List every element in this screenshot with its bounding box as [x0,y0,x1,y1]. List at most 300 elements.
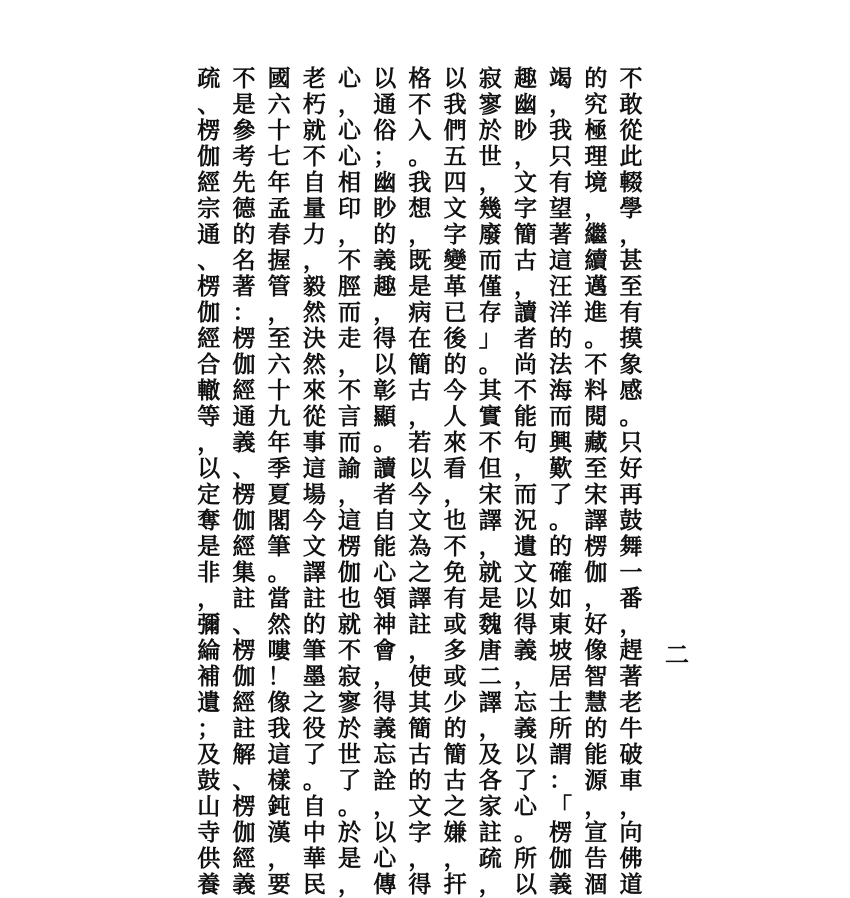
character: 以 [373,351,397,378]
character: 心 [338,143,361,170]
character: 通 [232,403,256,430]
character: 像 [267,689,291,716]
character: 脛 [338,273,361,300]
character: ， [513,273,537,300]
character: 今 [302,507,326,534]
character: 所 [513,845,537,872]
character: 以 [443,65,467,92]
character: 道 [619,871,643,898]
character: 若 [408,429,432,456]
character: 幽 [513,91,537,118]
character: 有 [549,169,573,196]
character: 詮 [373,767,397,794]
character: 寂 [338,663,361,690]
character: 以 [373,65,397,92]
character: 車 [619,767,643,794]
character: 印 [338,195,361,222]
character: 著 [549,221,573,248]
character: 春 [267,221,291,248]
character: 這 [267,741,291,768]
character: 譯 [478,689,502,716]
character: ， [197,429,221,456]
character: 七 [267,143,291,170]
character: 的 [584,715,608,742]
character: 是 [232,91,256,118]
character: 歎 [549,455,573,482]
character: 極 [584,117,608,144]
character: ， [584,793,608,820]
character: 、 [232,455,256,482]
character: 邁 [584,273,608,300]
character: 字 [443,221,467,248]
character: 心 [513,793,537,820]
character: 讀 [373,455,397,482]
character: 幽 [373,169,397,196]
character: 義 [232,871,256,898]
character: 然 [302,351,326,378]
character: 既 [408,247,432,274]
character: 寂 [478,65,502,92]
character: ， [267,299,291,326]
character: ， [338,481,361,508]
character: 伽 [232,507,256,534]
character: 。 [302,767,326,794]
text-column [442,65,468,898]
character: 不 [232,65,256,92]
character: 通 [197,221,221,248]
character: 不 [338,247,361,274]
character: 註 [408,611,432,638]
character: 好 [619,455,643,482]
character: 。 [267,559,291,586]
character: 的 [443,715,467,742]
character: 好 [584,611,608,638]
character: 的 [408,767,432,794]
character: 自 [302,793,326,820]
character: 我 [549,117,573,144]
character: 而 [338,429,361,456]
character: 不 [302,143,326,170]
character: 入 [408,117,432,144]
character: 而 [338,299,361,326]
character: 經 [232,845,256,872]
character: 遺 [197,689,221,716]
character: 楞 [197,117,221,144]
character: 甚 [619,247,643,274]
character: 至 [584,455,608,482]
character: ， [584,585,608,612]
character: 學 [619,195,643,222]
character: 六 [267,91,291,118]
character: 德 [232,195,256,222]
text-column [548,65,574,898]
character: ， [619,221,643,248]
character: 革 [443,273,467,300]
character: ， [197,585,221,612]
character: 。 [513,819,537,846]
character: 於 [338,715,361,742]
character: 。 [619,403,643,430]
character: 中 [302,819,326,846]
character: 老 [302,65,326,92]
character: 東 [549,611,573,638]
character: 就 [302,117,326,144]
text-column [512,65,538,898]
character: 的 [549,533,573,560]
character: 、 [197,91,221,118]
character: ， [373,793,397,820]
character: 世 [338,741,361,768]
character: 了 [302,741,326,768]
character: 理 [584,143,608,170]
character: 想 [408,195,432,222]
character: 量 [302,195,326,222]
character: 簡 [408,715,432,742]
character: 免 [443,559,467,586]
character: 於 [478,117,502,144]
character: ， [478,533,502,560]
character: 輟 [619,169,643,196]
character: 不 [408,91,432,118]
character: 是 [197,533,221,560]
character: 奪 [197,507,221,534]
character: 至 [619,273,643,300]
character: 義 [549,871,573,898]
character: 合 [197,351,221,378]
character: 續 [584,247,608,274]
character: 四 [443,169,467,196]
character: 不 [478,429,502,456]
character: 各 [478,767,502,794]
character: 使 [408,663,432,690]
character: 及 [197,741,221,768]
character: 今 [408,481,432,508]
character: 以 [513,741,537,768]
character: 然 [302,299,326,326]
character: 義 [232,429,256,456]
character: 」 [478,325,502,352]
character: 能 [373,533,397,560]
character: 我 [408,169,432,196]
character: 就 [338,611,361,638]
character: 鼓 [197,767,221,794]
character: 及 [478,741,502,768]
character: 境 [584,169,608,196]
character: 寥 [338,689,361,716]
character: 宣 [584,819,608,846]
character: 格 [408,65,432,92]
character: 簡 [443,741,467,768]
character: 供 [197,845,221,872]
character: 楞 [232,481,256,508]
character: 握 [267,247,291,274]
character: 多 [443,637,467,664]
character: 譯 [478,507,502,534]
character: 季 [267,455,291,482]
character: 等 [197,403,221,430]
character: ： [549,767,573,794]
character: 五 [443,143,467,170]
character: ， [408,221,432,248]
character: 為 [408,533,432,560]
character: 我 [443,91,467,118]
character: 文 [302,533,326,560]
character: 註 [478,819,502,846]
character: 不 [584,351,608,378]
character: 宋 [584,481,608,508]
character: 的 [373,221,397,248]
character: 宗 [197,195,221,222]
character: 以 [373,819,397,846]
character: 楞 [584,533,608,560]
character: 於 [338,819,361,846]
character: 藏 [584,429,608,456]
character: 破 [619,741,643,768]
character: 心 [338,117,361,144]
character: 是 [408,273,432,300]
character: 今 [443,377,467,404]
character: 得 [513,611,537,638]
character: 自 [373,507,397,534]
character: 心 [373,559,397,586]
character: 譯 [302,559,326,586]
character: 楞 [232,793,256,820]
character: ， [513,455,537,482]
character: 的 [549,325,573,352]
character: 。 [373,429,397,456]
character: 老 [619,689,643,716]
character: 源 [584,767,608,794]
character: 彰 [373,377,397,404]
text-column [337,65,363,898]
character: ， [584,195,608,222]
character: 來 [302,377,326,404]
character: 望 [549,195,573,222]
character: 。 [549,507,573,534]
character: 得 [373,325,397,352]
character: 神 [373,611,397,638]
character: 考 [232,143,256,170]
character: 十 [267,377,291,404]
character: 華 [302,845,326,872]
character: 但 [478,455,502,482]
character: 楞 [549,819,573,846]
character: 法 [549,351,573,378]
character: 筆 [267,533,291,560]
character: 廢 [478,221,502,248]
character: 從 [302,403,326,430]
character: 一 [619,559,643,586]
character: 義 [373,247,397,274]
character: 慧 [584,689,608,716]
character: 而 [478,247,502,274]
character: 解 [232,741,256,768]
character: 而 [513,481,537,508]
character: 以 [408,455,432,482]
character: 。 [408,143,432,170]
text-column [618,65,644,898]
character: 們 [443,117,467,144]
character: 看 [443,455,467,482]
character: 尚 [513,351,537,378]
character: 二 [478,663,502,690]
character: 以 [513,585,537,612]
character: 力 [302,221,326,248]
character: 著 [232,273,256,300]
character: 、 [232,611,256,638]
text-column [477,65,503,898]
character: 士 [549,689,573,716]
character: 家 [478,793,502,820]
character: 文 [408,793,432,820]
character: 眇 [373,195,397,222]
character: 傳 [373,871,397,898]
character: 。 [584,325,608,352]
character: ， [408,637,432,664]
character: 料 [584,377,608,404]
character: 。 [338,793,361,820]
character: ， [619,611,643,638]
character: 俗 [373,117,397,144]
character: 年 [267,429,291,456]
text-column [266,65,292,898]
character: 句 [513,429,537,456]
character: 寥 [478,91,502,118]
character: 居 [549,663,573,690]
character: 幾 [478,195,502,222]
character: 古 [408,741,432,768]
character: 文 [513,169,537,196]
character: 國 [267,65,291,92]
character: 感 [619,377,643,404]
character: 牛 [619,715,643,742]
character: 趕 [619,637,643,664]
character: 楞 [338,533,361,560]
character: 會 [373,637,397,664]
character: 經 [232,377,256,404]
character: 實 [478,403,502,430]
character: 。 [478,351,502,378]
character: 伽 [197,299,221,326]
character: 者 [513,325,537,352]
character: 後 [443,325,467,352]
character: 場 [302,481,326,508]
character: ， [478,715,502,742]
character: 閱 [584,403,608,430]
character: 領 [373,585,397,612]
character: 參 [232,117,256,144]
character: 伽 [584,559,608,586]
character: 坡 [549,637,573,664]
character: 洋 [549,299,573,326]
character: 彌 [197,611,221,638]
character: 疏 [478,845,502,872]
character: 已 [443,299,467,326]
character: 楞 [232,325,256,352]
character: 樣 [267,767,291,794]
character: 民 [302,871,326,898]
character: 至 [267,325,291,352]
character: 註 [302,585,326,612]
character: 註 [232,585,256,612]
character: 人 [443,403,467,430]
character: 能 [513,403,537,430]
character: 只 [549,143,573,170]
character: 從 [619,117,643,144]
character: 智 [584,663,608,690]
character: 義 [513,715,537,742]
character: 經 [232,533,256,560]
character: 通 [373,91,397,118]
character: 諭 [338,455,361,482]
character: 定 [197,481,221,508]
character: 相 [338,169,361,196]
character: 海 [549,377,573,404]
character: 我 [267,715,291,742]
character: 簡 [408,351,432,378]
character: ； [373,143,397,170]
character: 或 [443,611,467,638]
character: 之 [302,689,326,716]
character: 繼 [584,221,608,248]
character: 來 [443,429,467,456]
character: 涸 [584,871,608,898]
character: 不 [619,65,643,92]
character: 義 [513,637,537,664]
character: ， [549,91,573,118]
character: 魏 [478,611,502,638]
character: 、 [232,767,256,794]
character: 閣 [267,507,291,534]
character: 伽 [232,663,256,690]
character: 眇 [513,117,537,144]
character: 有 [443,585,467,612]
character: 嫌 [443,819,467,846]
character: 楞 [197,273,221,300]
character: 的 [232,221,256,248]
character: 毅 [302,273,326,300]
character: 這 [338,507,361,534]
character: ， [373,299,397,326]
character: 、 [197,247,221,274]
character: ！ [267,663,291,690]
character: 番 [619,585,643,612]
character: 補 [197,663,221,690]
character: 以 [513,871,537,898]
character: 文 [513,559,537,586]
character: 了 [513,767,537,794]
character: 進 [584,299,608,326]
character: 或 [443,663,467,690]
character: 汪 [549,273,573,300]
character: 的 [584,65,608,92]
character: 之 [408,559,432,586]
character: 伽 [549,845,573,872]
character: 僅 [478,273,502,300]
character: 文 [443,195,467,222]
character: 先 [232,169,256,196]
character: 漢 [267,819,291,846]
character: 趣 [373,273,397,300]
character: 古 [443,767,467,794]
character: 摸 [619,325,643,352]
character: 是 [478,585,502,612]
character: 告 [584,845,608,872]
character: 像 [584,637,608,664]
character: 如 [549,585,573,612]
character: 九 [267,403,291,430]
character: 要 [267,871,291,898]
